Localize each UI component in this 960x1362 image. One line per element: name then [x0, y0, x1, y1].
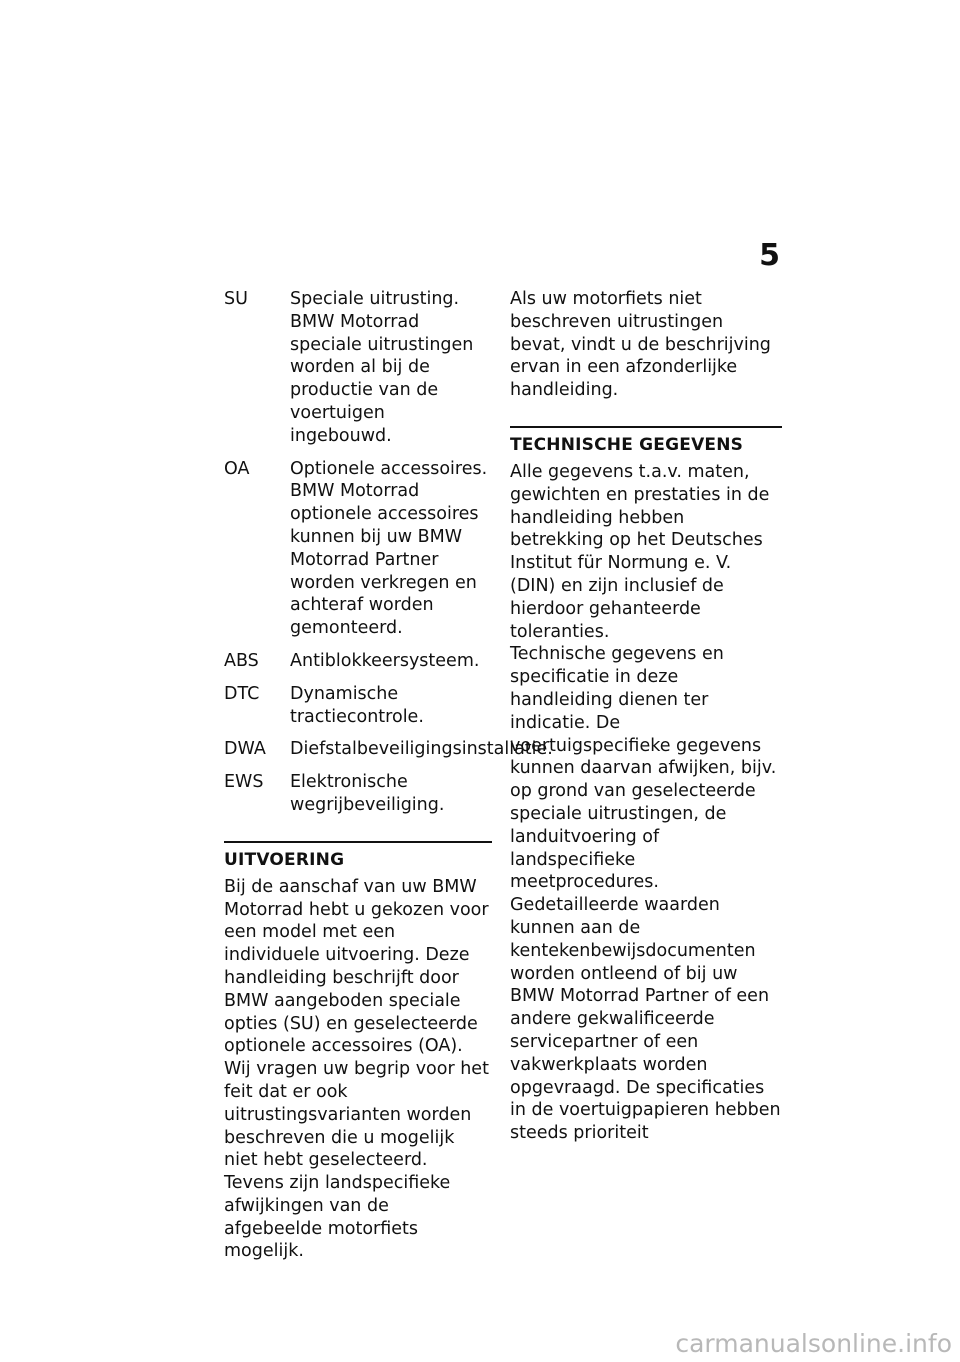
uitvoering-paragraph: Bij de aanschaf van uw BMW Motorrad hebt u gekozen voor een model met een individuele uitvoering. Deze handleiding beschrijft door BMW aangeboden speciale opties (SU) en geselecteerde optionele accessoires (OA). Wij vragen uw begrip voor het feit dat er ook uitrustingsvarianten worden beschreven die u mogelijk niet hebt geselecteerd. Tevens zijn landspecifieke afwijkingen van de afgebeelde motorfiets mogelijk.	[224, 876, 489, 1262]
abbreviation-term: Dynamische tractiecontrole.	[290, 683, 424, 727]
section-divider	[224, 841, 492, 843]
abbreviation-code: SU	[224, 289, 248, 309]
abbreviation-term: Optionele accessoires.	[290, 458, 488, 479]
abbreviation-description	[290, 683, 492, 729]
left-column	[224, 288, 553, 1263]
technische-gegevens-paragraph-2: Technische gegevens en specificatie in deze handleiding dienen ter indicatie. De voertuigspecifieke gegevens kunnen daarvan afwijken, bijv. op grond van geselecteerde speciale uitrustingen, de landuitvoering of landspecifieke meetprocedures. Gedetailleerde waarden kunnen aan de kentekenbewijsdocumenten worden ontleend of bij uw BMW Motorrad Partner of een andere gekwalificeerde servicepartner of een vakwerkplaats worden opgevraagd. De specificaties in de voertuigpapieren hebben steeds prioriteit	[510, 644, 781, 1144]
watermark: carmanualsonline.info	[675, 1329, 952, 1358]
section-heading-uitvoering: UITVOERING	[224, 849, 345, 870]
abbreviation-row	[224, 458, 492, 640]
abbreviation-description	[290, 288, 492, 448]
abbreviation-code: ABS	[224, 650, 259, 671]
abbreviation-description	[290, 771, 492, 817]
technische-gegevens-paragraph: Alle gegevens t.a.v. maten, gewichten en prestaties in de handleiding hebben betrekking op het Deutsches Institut für Normung e. V. (DIN) en zijn inclusief de hierdoor gehanteerde toleranties.	[510, 461, 770, 642]
abbreviation-row	[224, 288, 492, 448]
abbreviation-detail: BMW Motorrad speciale uitrustingen worden al bij de productie van de voertuigen ingebouwd.	[290, 311, 474, 446]
section-heading-technische-gegevens: TECHNISCHE GEGEVENS	[510, 434, 744, 455]
abbreviation-term: Antiblokkeersysteem.	[290, 650, 480, 671]
abbreviation-row	[224, 683, 492, 729]
abbreviation-code: DTC	[224, 683, 260, 704]
page-number: 5	[759, 238, 780, 273]
abbreviation-row	[224, 738, 553, 761]
abbreviation-term: Speciale uitrusting.	[290, 289, 460, 309]
abbreviation-code: DWA	[224, 739, 266, 760]
abbreviation-description	[290, 458, 492, 640]
right-column	[510, 288, 782, 1145]
abbreviation-detail: BMW Motorrad optionele accessoires kunnen bij uw BMW Motorrad Partner worden verkregen en achteraf worden gemonteerd.	[290, 481, 479, 639]
uitvoering-paragraph-2: Als uw motorfiets niet beschreven uitrustingen bevat, vindt u de beschrijving ervan in een afzonderlijke handleiding.	[510, 289, 771, 401]
abbreviation-description	[290, 650, 492, 673]
abbreviation-term: Elektronische wegrijbeveiliging.	[290, 772, 445, 815]
abbreviation-row	[224, 771, 492, 817]
section-divider	[510, 426, 782, 428]
abbreviation-code: OA	[224, 458, 250, 479]
abbreviation-row	[224, 650, 492, 673]
abbreviation-code: EWS	[224, 772, 264, 793]
abbreviation-term: Diefstalbeveiligingsinstallatie.	[290, 739, 553, 760]
